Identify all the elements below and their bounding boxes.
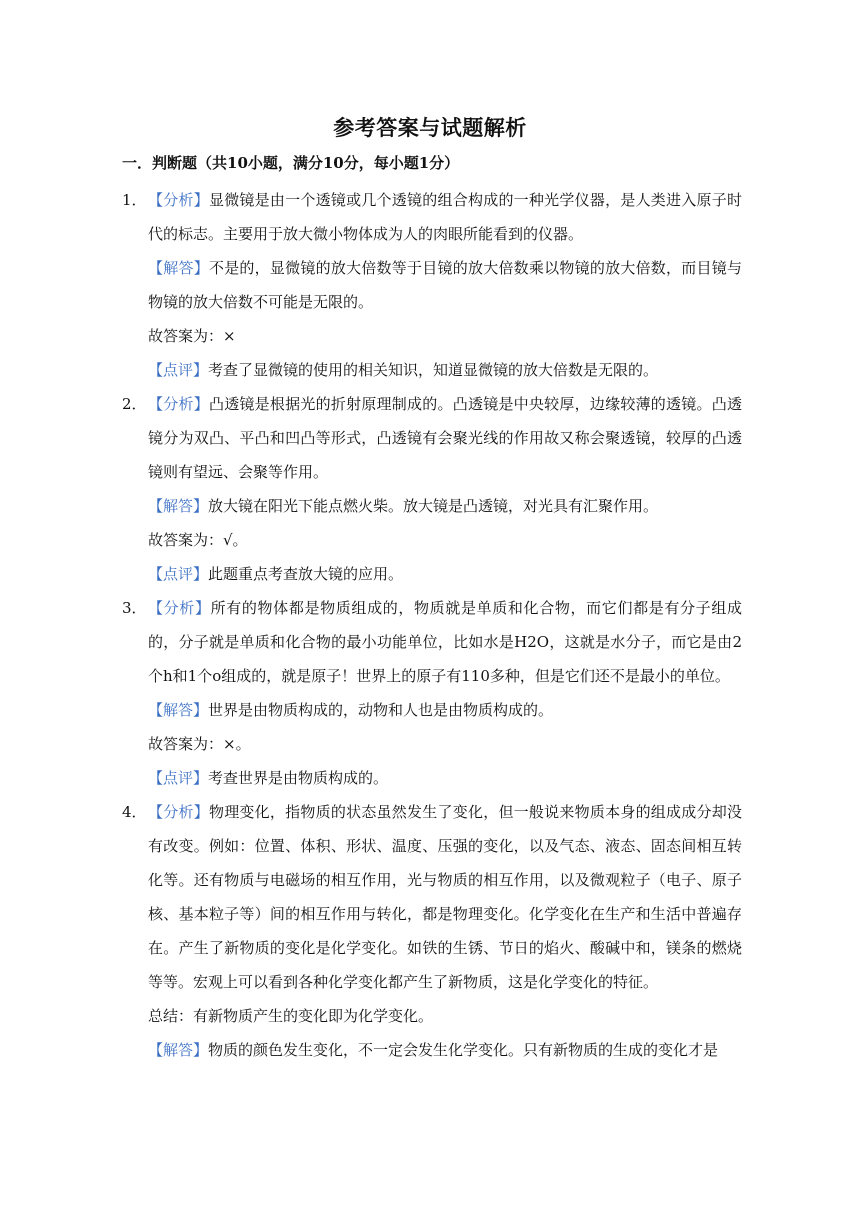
question-1-comment [122,353,742,387]
question-2-answer [122,489,742,523]
question-number: 3． [122,599,147,617]
question-number: 2． [122,395,147,413]
question-1-analysis [122,183,742,251]
question-2-result: 故答案为：√。 [148,531,248,549]
analysis-label: 【分析】 [148,803,209,821]
section-heading: 一．判断题（共10小题，满分10分，每小题1分） [122,154,460,172]
question-2 [122,387,742,591]
answer-label: 【解答】 [148,497,209,515]
question-number: 1． [122,191,147,209]
question-3-analysis [122,591,742,693]
page-title: 参考答案与试题解析 [333,115,527,140]
comment-text: 考查世界是由物质构成的。 [208,769,389,787]
question-4-summary: 总结：有新物质产生的变化即为化学变化。 [148,1007,434,1025]
analysis-text: 显微镜是由一个透镜或几个透镜的组合构成的一种光学仪器，是人类进入原子时代的标志。主要用于放大微小物体成为人的肉眼所能看到的仪器。 [148,191,742,243]
comment-label: 【点评】 [148,565,209,583]
question-4 [122,795,742,1067]
question-1-result: 故答案为：× [148,327,236,345]
question-3-result: 故答案为：×。 [148,735,251,753]
answer-label: 【解答】 [148,1041,209,1059]
question-4-answer [122,1033,742,1067]
analysis-text: 凸透镜是根据光的折射原理制成的。凸透镜是中央较厚，边缘较薄的透镜。凸透镜分为双凸、平凸和凹凸等形式，凸透镜有会聚光线的作用故又称会聚透镜，较厚的凸透镜则有望远、会聚等作用。 [148,395,742,481]
comment-text: 考查了显微镜的使用的相关知识，知道显微镜的放大倍数是无限的。 [208,361,659,379]
analysis-label: 【分析】 [148,191,209,209]
answer-label: 【解答】 [148,701,209,719]
answers-content [122,183,742,1067]
comment-label: 【点评】 [148,361,209,379]
question-3-answer [122,693,742,727]
question-number: 4． [122,803,147,821]
analysis-label: 【分析】 [148,395,209,413]
question-4-analysis [122,795,742,999]
question-3 [122,591,742,795]
analysis-text: 物理变化，指物质的状态虽然发生了变化，但一般说来物质本身的组成成分却没有改变。例如：位置、体积、形状、温度、压强的变化，以及气态、液态、固态间相互转化等。还有物质与电磁场的相互作用，光与物质的相互作用，以及微观粒子（电子、原子核、基本粒子等）间的相互作用与转化，都是物理变化。化学变化在生产和生活中普遍存在。产生了新物质的变化是化学变化。如铁的生锈、节日的焰火、酸碱中和，镁条的燃烧等等。宏观上可以看到各种化学变化都产生了新物质，这是化学变化的特征。 [148,803,742,991]
answer-text: 世界是由物质构成的，动物和人也是由物质构成的。 [208,701,554,719]
question-1-answer [122,251,742,319]
analysis-text: 所有的物体都是物质组成的，物质就是单质和化合物，而它们都是有分子组成的，分子就是单质和化合物的最小功能单位，比如水是H2O，这就是水分子，而它是由2个h和1个o组成的，就是原子！世界上的原子有110多种，但是它们还不是最小的单位。 [148,599,742,685]
answer-label: 【解答】 [148,259,209,277]
analysis-label: 【分析】 [148,599,211,617]
question-2-analysis [122,387,742,489]
comment-label: 【点评】 [148,769,209,787]
comment-text: 此题重点考查放大镜的应用。 [208,565,404,583]
question-1 [122,183,742,387]
answer-text: 不是的，显微镜的放大倍数等于目镜的放大倍数乘以物镜的放大倍数，而目镜与物镜的放大倍数不可能是无限的。 [148,259,742,311]
question-2-comment [122,557,742,591]
answer-text: 放大镜在阳光下能点燃火柴。放大镜是凸透镜，对光具有汇聚作用。 [208,497,659,515]
answer-text: 物质的颜色发生变化，不一定会发生化学变化。只有新物质的生成的变化才是 [208,1041,719,1059]
question-3-comment [122,761,742,795]
